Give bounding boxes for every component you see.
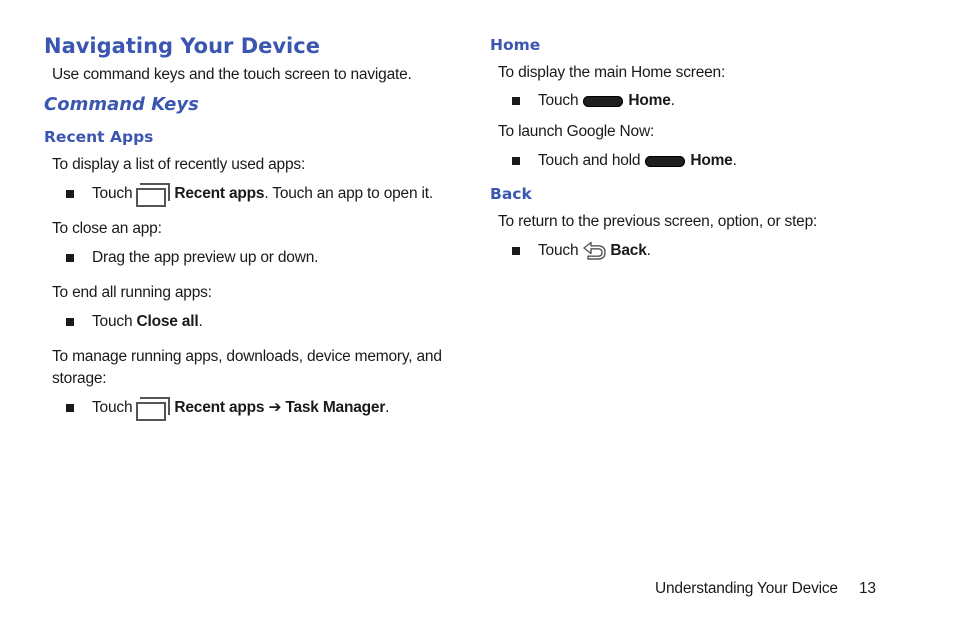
page-number: 13 — [859, 580, 876, 597]
bullet-square-icon — [66, 254, 74, 262]
recent-apps-label: Recent apps — [174, 185, 265, 202]
close-all-label: Close all — [136, 313, 199, 330]
home-label: Home — [690, 152, 733, 169]
home-key-icon — [645, 156, 685, 167]
recent-apps-display-text: To display a list of recently used apps: — [52, 156, 306, 173]
bullet-rest-text: . — [385, 399, 390, 416]
bullet-rest-text: . — [732, 152, 737, 169]
back-arrow-icon — [581, 241, 607, 261]
recent-apps-icon — [136, 183, 170, 205]
touch-text: Touch — [92, 185, 133, 202]
bullet-square-icon — [66, 318, 74, 326]
bullet-rest-text: . — [198, 313, 203, 330]
home-display-text: To display the main Home screen: — [498, 64, 726, 81]
section-title-command-keys: Command Keys — [44, 94, 199, 115]
recent-apps-bullet-4 — [44, 397, 464, 419]
back-return-text: To return to the previous screen, option, or step: — [498, 213, 818, 230]
bullet-square-icon — [512, 97, 520, 105]
touch-text: Touch — [92, 399, 133, 416]
heading-recent-apps: Recent Apps — [44, 128, 154, 146]
heading-home: Home — [490, 36, 541, 54]
touch-text: Touch — [538, 242, 579, 259]
home-bullet-2 — [490, 150, 910, 172]
end-apps-text: To end all running apps: — [52, 284, 212, 301]
drag-text: Drag the app preview up or down. — [92, 249, 319, 266]
footer-section-title: Understanding Your Device — [655, 580, 838, 597]
manage-apps-text: To manage running apps, downloads, device memory, and storage: — [52, 348, 442, 387]
home-bullet-1 — [490, 90, 910, 112]
home-key-icon — [583, 96, 623, 107]
bullet-square-icon — [512, 157, 520, 165]
intro-text: Use command keys and the touch screen to navigate. — [52, 66, 412, 83]
page-footer — [655, 578, 876, 600]
bullet-square-icon — [66, 404, 74, 412]
touch-hold-text: Touch and hold — [538, 152, 641, 169]
heading-back: Back — [490, 185, 532, 203]
close-app-text: To close an app: — [52, 220, 162, 237]
touch-text: Touch — [538, 92, 579, 109]
right-column — [490, 30, 910, 262]
task-manager-label: Recent apps ➔ Task Manager — [174, 399, 386, 416]
recent-apps-bullet-2 — [44, 247, 464, 269]
recent-apps-bullet-1 — [44, 183, 464, 205]
left-column — [44, 30, 464, 419]
back-label: Back — [610, 242, 647, 259]
recent-apps-bullet-3 — [44, 311, 464, 333]
bullet-rest-text: . — [646, 242, 651, 259]
google-now-text: To launch Google Now: — [498, 123, 655, 140]
bullet-rest-text: . — [670, 92, 675, 109]
touch-text: Touch — [92, 313, 133, 330]
page-title: Navigating Your Device — [44, 34, 320, 58]
home-label: Home — [628, 92, 671, 109]
bullet-rest-text: . Touch an app to open it. — [264, 185, 433, 202]
bullet-square-icon — [512, 247, 520, 255]
bullet-square-icon — [66, 190, 74, 198]
back-bullet-1 — [490, 240, 910, 262]
recent-apps-icon — [136, 397, 170, 419]
